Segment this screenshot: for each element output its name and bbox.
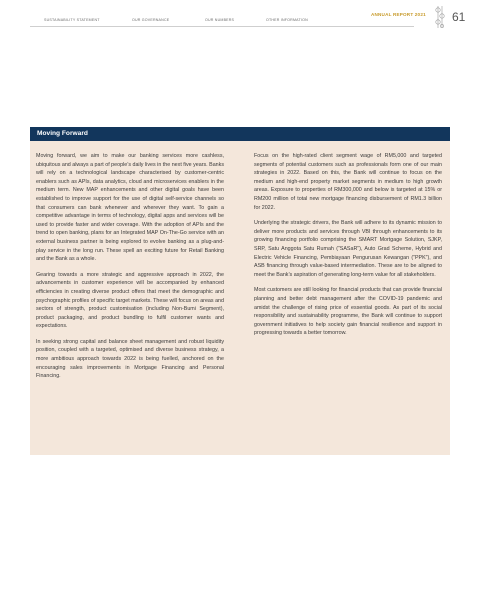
section-header-bar xyxy=(30,127,450,141)
paragraph: Moving forward, we aim to make our banking services more cashless, ubiquitous and always a part of people’s daily lives in the next five years. Banks will rely on a technological landscape characterised by customer-centric enablers such as APIs, data analytics, cloud and microservices enablers in the medium term. New MAP enhancements and other digital goals have been established to improve support for the use of digital self-service channels so that consumers can bank whenever and wherever they want. To gain a competitive advantage in terms of technology, digital apps and services will be used to provide faster and wider coverage. With the adoption of APIs and the trend to open banking, plans for an Integrated MAP On-The-Go service with an external business partner is being explored to evolve banking as a plug-and-play service in the long run. These spell an exciting future for Retail Banking and the Bank as a whole. xyxy=(36,153,224,263)
nav-item-other-information[interactable]: OTHER INFORMATION xyxy=(266,18,308,22)
section-title: Moving Forward xyxy=(37,130,88,137)
report-label: ANNUAL REPORT 2021 xyxy=(371,12,426,17)
report-emblem-icon xyxy=(430,4,450,30)
left-column xyxy=(36,152,224,388)
right-column xyxy=(254,152,442,345)
paragraph: Underlying the strategic drivers, the Bank will adhere to its dynamic mission to deliver more products and services through VBI through enhancements to its growing financing portfolio comprising the SMART Mortgage Solution, SJKP, SRP, Satu Anggota Satu Rumah (“SASaR”), Auto Grad Scheme, Hybrid and Electric Vehicle Financing, Pembiayaan Pengurusan Kewangan (“PPK”), and ASB financing through value-based intermediation. These are to be aligned to meet the Bank’s aspiration of generating long-term value for all stakeholders. xyxy=(254,220,442,278)
page-header xyxy=(0,0,480,36)
paragraph: Gearing towards a more strategic and aggressive approach in 2022, the advancements in customer experience will be accompanied by enhanced efficiencies in creating diverse product offers that meet the demographic and psychographic profiles of specific target markets. These will focus on areas and sectors of strength, product customisation (including Non-Bumi Segment), product packaging, and product bundling to fulfil customer wants and expectations. xyxy=(36,271,224,330)
nav-item-sustainability[interactable]: SUSTAINABILITY STATEMENT xyxy=(44,18,100,22)
page-number: 61 xyxy=(452,10,466,24)
paragraph: Focus on the high-rated client segment wage of RM5,000 and targeted segments of potential customers such as professionals form one of our main strategies in 2022. Based on this, the Bank will continue to focus on the medium and high-end property market segments in medium to high growth areas. Exposure to properties of RM300,000 and below is targeted at 15% or RM200 million of total new mortgage financing disbursement of RM1.3 billion for 2022. xyxy=(254,153,442,211)
paragraph: In seeking strong capital and balance sheet management and robust liquidity position, coupled with a targeted, optimised and diverse business strategy, a more ambitious approach towards 2022 is being fuelled, anchored on the encouraging sales improvements in Mortgage Financing and Personal Financing. xyxy=(36,338,224,380)
header-divider xyxy=(30,26,414,27)
nav-item-governance[interactable]: OUR GOVERNANCE xyxy=(132,18,170,22)
paragraph: Most customers are still looking for financial products that can provide financial planning and better debt management after the COVID-19 pandemic and amidst the challenge of rising price of essential goods. As part of its social responsibility and sustainability programme, the Bank will continue to support government initiatives to help society gain financial resilience and support in progressing towards a better tomorrow. xyxy=(254,287,442,337)
nav-item-numbers[interactable]: OUR NUMBERS xyxy=(205,18,235,22)
